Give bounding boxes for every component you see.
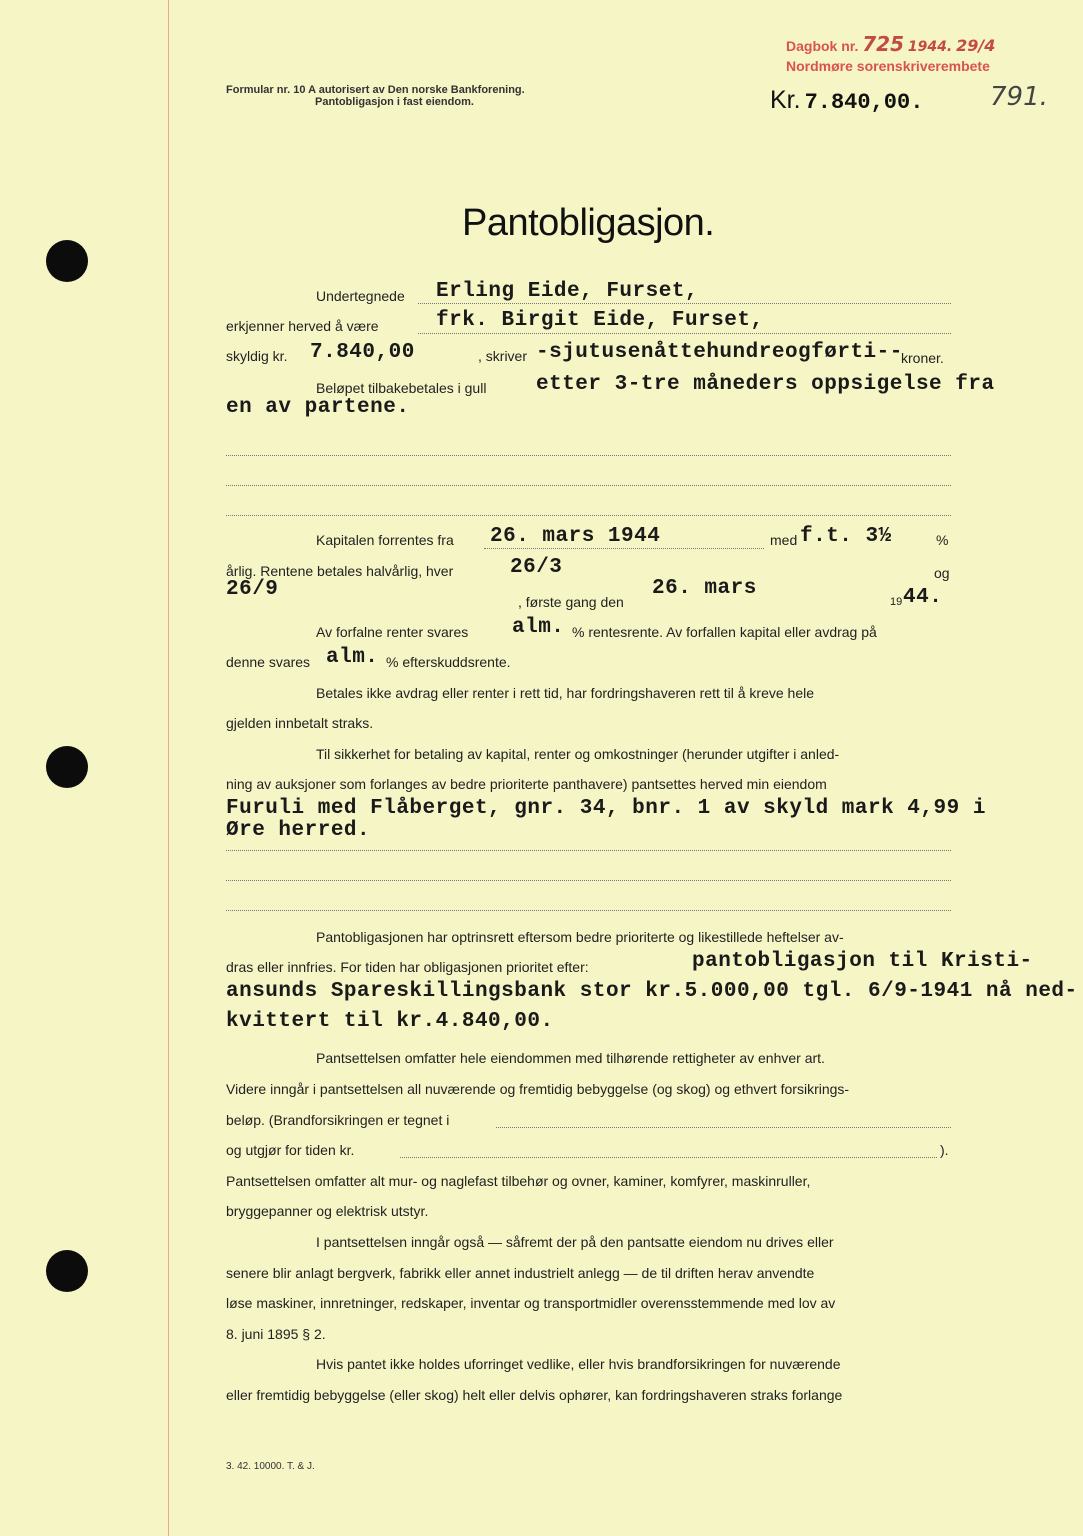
property-line-1: Furuli med Flåberget, gnr. 34, bnr. 1 av skyld mark 4,99 i — [226, 797, 986, 820]
undersigned-label: Undertegnede — [316, 288, 405, 304]
interest-from-value: 26. mars 1944 — [490, 525, 661, 548]
document-title: Pantobligasjon. — [462, 202, 715, 244]
halfyear-value-1: 26/3 — [510, 556, 563, 579]
dotted-line — [418, 303, 951, 304]
dotted-line — [226, 515, 951, 516]
written-value: -sjutusenåttehundreogførti-- — [536, 341, 903, 364]
dotted-line — [226, 880, 951, 881]
creditor-value: frk. Birgit Eide, Furset, — [436, 309, 764, 332]
written-label: , skriver — [478, 348, 527, 364]
paragraph-line: beløp. (Brandforsikringen er tegnet i — [226, 1112, 450, 1128]
first-time-value: 26. mars — [652, 577, 757, 600]
halfyear-value-2: 26/9 — [226, 578, 279, 601]
priority-line-1: pantobligasjon til Kristi- — [692, 950, 1033, 973]
late-value: alm. — [326, 646, 379, 669]
dotted-line — [226, 455, 951, 456]
print-code: 3. 42. 10000. T. & J. — [226, 1461, 315, 1472]
repay-label: Beløpet tilbakebetales i gull — [316, 380, 487, 396]
form-line-1: Formular nr. 10 A autorisert av Den norske Bankforening. — [226, 84, 525, 96]
punch-hole-top — [46, 240, 88, 282]
stamp-label: Dagbok nr. — [786, 38, 859, 54]
property-line-2: Øre herred. — [226, 819, 371, 842]
stamp-year: 1944. — [907, 39, 953, 55]
interest-from-label: Kapitalen forrentes fra — [316, 532, 454, 548]
overdue-interest-value: alm. — [512, 616, 565, 639]
amount-header — [770, 86, 923, 115]
amount-prefix: Kr. — [770, 86, 801, 114]
paragraph-line: løse maskiner, innretninger, redskaper, inventar og transportmidler overensstemmende med lov av — [226, 1295, 836, 1311]
paragraph-line: dras eller innfries. For tiden har obligasjonen prioritet efter: — [226, 959, 589, 975]
dotted-line — [226, 910, 951, 911]
paragraph-line: Pantsettelsen omfatter hele eiendommen med tilhørende rettigheter av enhver art. — [316, 1050, 825, 1066]
late-post: % efterskuddsrente. — [386, 654, 511, 670]
stamp-office: Nordmøre sorenskriverembete — [786, 58, 990, 74]
paragraph-line-end: ). — [940, 1142, 949, 1158]
form-line-2: Pantobligasjon i fast eiendom. — [315, 96, 474, 108]
interest-with-label: med — [770, 532, 798, 548]
year-prefix: 19 — [890, 596, 903, 608]
priority-line-2: ansunds Spareskillingsbank stor kr.5.000,00 tgl. 6/9-1941 nå ned- — [226, 980, 1078, 1003]
paragraph-line: I pantsettelsen inngår også — såfremt der på den pantsatte eiendom nu drives eller — [316, 1234, 834, 1250]
amount-value: 7.840,00. — [804, 90, 924, 115]
acknowledge-label: erkjenner herved å være — [226, 318, 379, 334]
paragraph-line: Hvis pantet ikke holdes uforringet vedlike, eller hvis brandforsikringen for nuværende — [316, 1356, 841, 1372]
stamp-date: 29/4 — [956, 36, 996, 55]
paragraph-line: eller fremtidig bebyggelse (eller skog) helt eller delvis ophører, kan fordringshaveren straks forlange — [226, 1387, 843, 1403]
dotted-line — [226, 485, 951, 486]
margin-line — [168, 0, 169, 1536]
punch-hole-bottom — [46, 1250, 88, 1292]
kroner-label: kroner. — [901, 350, 944, 366]
undersigned-value: Erling Eide, Furset, — [436, 280, 699, 303]
paragraph-line: Pantsettelsen omfatter alt mur- og naglefast tilbehør og ovner, kaminer, komfyrer, maskinruller, — [226, 1173, 811, 1189]
og-label: og — [934, 565, 950, 581]
paragraph-line: 8. juni 1895 § 2. — [226, 1326, 326, 1342]
dotted-line — [496, 1127, 951, 1128]
paragraph-line: gjelden innbetalt straks. — [226, 715, 374, 731]
paragraph-line: Betales ikke avdrag eller renter i rett tid, har fordringshaveren rett til å kreve hele — [316, 685, 815, 701]
journal-stamp — [786, 32, 995, 56]
annual-label: årlig. Rentene betales halvårlig, hver — [226, 563, 454, 579]
year-value: 44. — [903, 586, 943, 609]
paragraph-line: Til sikkerhet for betaling av kapital, renter og omkostninger (herunder utgifter i anled- — [316, 746, 840, 762]
dotted-line — [484, 548, 764, 549]
late-pre: denne svares — [226, 654, 311, 670]
interest-rate-value: f.t. 3½ — [800, 525, 892, 548]
paragraph-line: ning av auksjoner som forlanges av bedre prioriterte panthavere) pantsettes herved min eiendom — [226, 776, 827, 792]
overdue-interest-pre: Av forfalne renter svares — [316, 624, 469, 640]
paragraph-line: og utgjør for tiden kr. — [226, 1142, 355, 1158]
overdue-interest-post: % rentesrente. Av forfallen kapital eller avdrag på — [572, 624, 877, 640]
owing-value: 7.840,00 — [310, 341, 415, 364]
repay-value-2: en av partene. — [226, 396, 410, 419]
stamp-number: 725 — [862, 32, 904, 56]
dotted-line — [226, 850, 951, 851]
first-time-label: , første gang den — [518, 594, 624, 610]
folio-number: 791. — [990, 82, 1048, 112]
paragraph-line: senere blir anlagt bergverk, fabrikk eller annet industrielt anlegg — de til driften herav anvendte — [226, 1265, 815, 1281]
dotted-line — [418, 333, 951, 334]
repay-value-1: etter 3-tre måneders oppsigelse fra — [536, 373, 995, 396]
percent-label: % — [936, 532, 949, 548]
punch-hole-middle — [46, 746, 88, 788]
paragraph-line: Videre inngår i pantsettelsen all nuværende og fremtidig bebyggelse (og skog) og ethvert forsikrings- — [226, 1081, 850, 1097]
priority-line-3: kvittert til kr.4.840,00. — [226, 1010, 554, 1033]
dotted-line — [400, 1157, 937, 1158]
paragraph-line: bryggepanner og elektrisk utstyr. — [226, 1203, 429, 1219]
paragraph-line: Pantobligasjonen har optrinsrett eftersom bedre prioriterte og likestillede heftelser av- — [316, 929, 844, 945]
owing-label: skyldig kr. — [226, 348, 288, 364]
